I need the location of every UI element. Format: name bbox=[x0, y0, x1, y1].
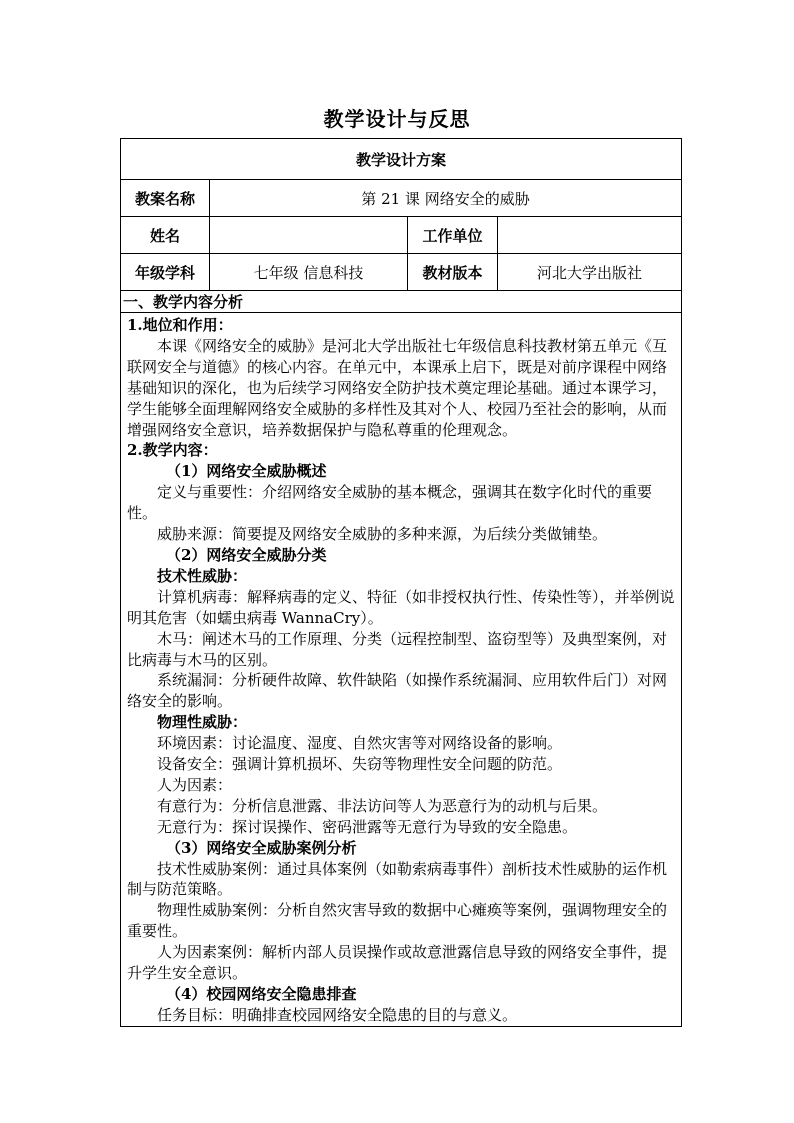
subsection-2-heading: （2）网络安全威胁分类 bbox=[166, 545, 327, 564]
position-role-heading: 1.地位和作用： bbox=[127, 316, 233, 334]
physical-threat-device: 设备安全：强调计算机损坏、失窃等物理性安全问题的防范。 bbox=[157, 755, 563, 774]
lesson-name-label: 教案名称 bbox=[121, 180, 210, 217]
lesson-plan-table bbox=[120, 138, 682, 1027]
document-title: 教学设计与反思 bbox=[323, 107, 471, 131]
subsection-3-heading: （3）网络安全威胁案例分析 bbox=[166, 838, 357, 857]
case-human: 人为因素案例：解析内部人员误操作或故意泄露信息导致的网络安全事件，提升学生安全意识。 bbox=[127, 943, 668, 983]
human-factor-unintentional: 无意行为：探讨误操作、密码泄露等无意行为导致的安全隐患。 bbox=[157, 817, 578, 836]
technical-threat-virus: 计算机病毒：解释病毒的定义、特征（如非授权执行性、传染性等），并举例说明其危害（如蠕虫病毒 WannaCry）。 bbox=[127, 587, 675, 627]
textbook-edition-value: 河北大学出版社 bbox=[498, 254, 682, 291]
subsection-4-heading: （4）校园网络安全隐患排查 bbox=[166, 985, 357, 1003]
position-role-text: 本课《网络安全的威胁》是河北大学出版社七年级信息科技教材第五单元《互联网安全与道德》的核心内容。在单元中，本课承上启下，既是对前序课程中网络基础知识的深化，也为后续学习网络安全防护技术奠定理论基础。通过本课学习，学生能够全面理解网络安全威胁的多样性及其对个人、校园乃至社会的影响，从而增强网络安全意识，培养数据保护与隐私尊重的伦理观念。 bbox=[127, 336, 668, 439]
technical-threat-trojan: 木马：阐述木马的工作原理、分类（远程控制型、盗窃型等）及典型案例，对比病毒与木马的区别。 bbox=[127, 629, 668, 669]
table-header: 教学设计方案 bbox=[121, 139, 682, 180]
physical-threats-heading: 物理性威胁： bbox=[157, 713, 248, 732]
lesson-name-value: 第 21 课 网络安全的威胁 bbox=[210, 180, 682, 217]
human-factors-heading: 人为因素： bbox=[157, 775, 233, 794]
physical-threat-environment: 环境因素：讨论温度、湿度、自然灾害等对网络设备的影响。 bbox=[157, 734, 563, 753]
textbook-edition-label: 教材版本 bbox=[408, 254, 498, 291]
section-heading-content-analysis: 一、教学内容分析 bbox=[121, 291, 682, 313]
technical-threat-vulnerability: 系统漏洞：分析硬件故障、软件缺陷（如操作系统漏洞、应用软件后门）对网络安全的影响。 bbox=[127, 671, 668, 711]
content-analysis-body bbox=[121, 313, 682, 1027]
workplace-value bbox=[498, 217, 682, 254]
subsection-1-definition: 定义与重要性：介绍网络安全威胁的基本概念，强调其在数字化时代的重要性。 bbox=[127, 483, 653, 523]
grade-subject-label: 年级学科 bbox=[121, 254, 210, 291]
subsection-1-sources: 威胁来源：简要提及网络安全威胁的多种来源，为后续分类做铺垫。 bbox=[157, 525, 608, 544]
teaching-content-heading: 2.教学内容： bbox=[127, 441, 218, 460]
technical-threats-heading: 技术性威胁： bbox=[157, 566, 248, 585]
subsection-1-heading: （1）网络安全威胁概述 bbox=[166, 462, 327, 481]
name-label: 姓名 bbox=[121, 217, 210, 254]
grade-subject-value: 七年级 信息科技 bbox=[210, 254, 408, 291]
human-factor-intentional: 有意行为：分析信息泄露、非法访问等人为恶意行为的动机与后果。 bbox=[157, 796, 608, 815]
case-physical: 物理性威胁案例：分析自然灾害导致的数据中心瘫痪等案例，强调物理安全的重要性。 bbox=[127, 901, 668, 941]
task-goal: 任务目标：明确排查校园网络安全隐患的目的与意义。 bbox=[157, 1005, 518, 1024]
workplace-label: 工作单位 bbox=[408, 217, 498, 254]
name-value bbox=[210, 217, 408, 254]
case-technical: 技术性威胁案例：通过具体案例（如勒索病毒事件）剖析技术性威胁的运作机制与防范策略。 bbox=[127, 859, 668, 899]
